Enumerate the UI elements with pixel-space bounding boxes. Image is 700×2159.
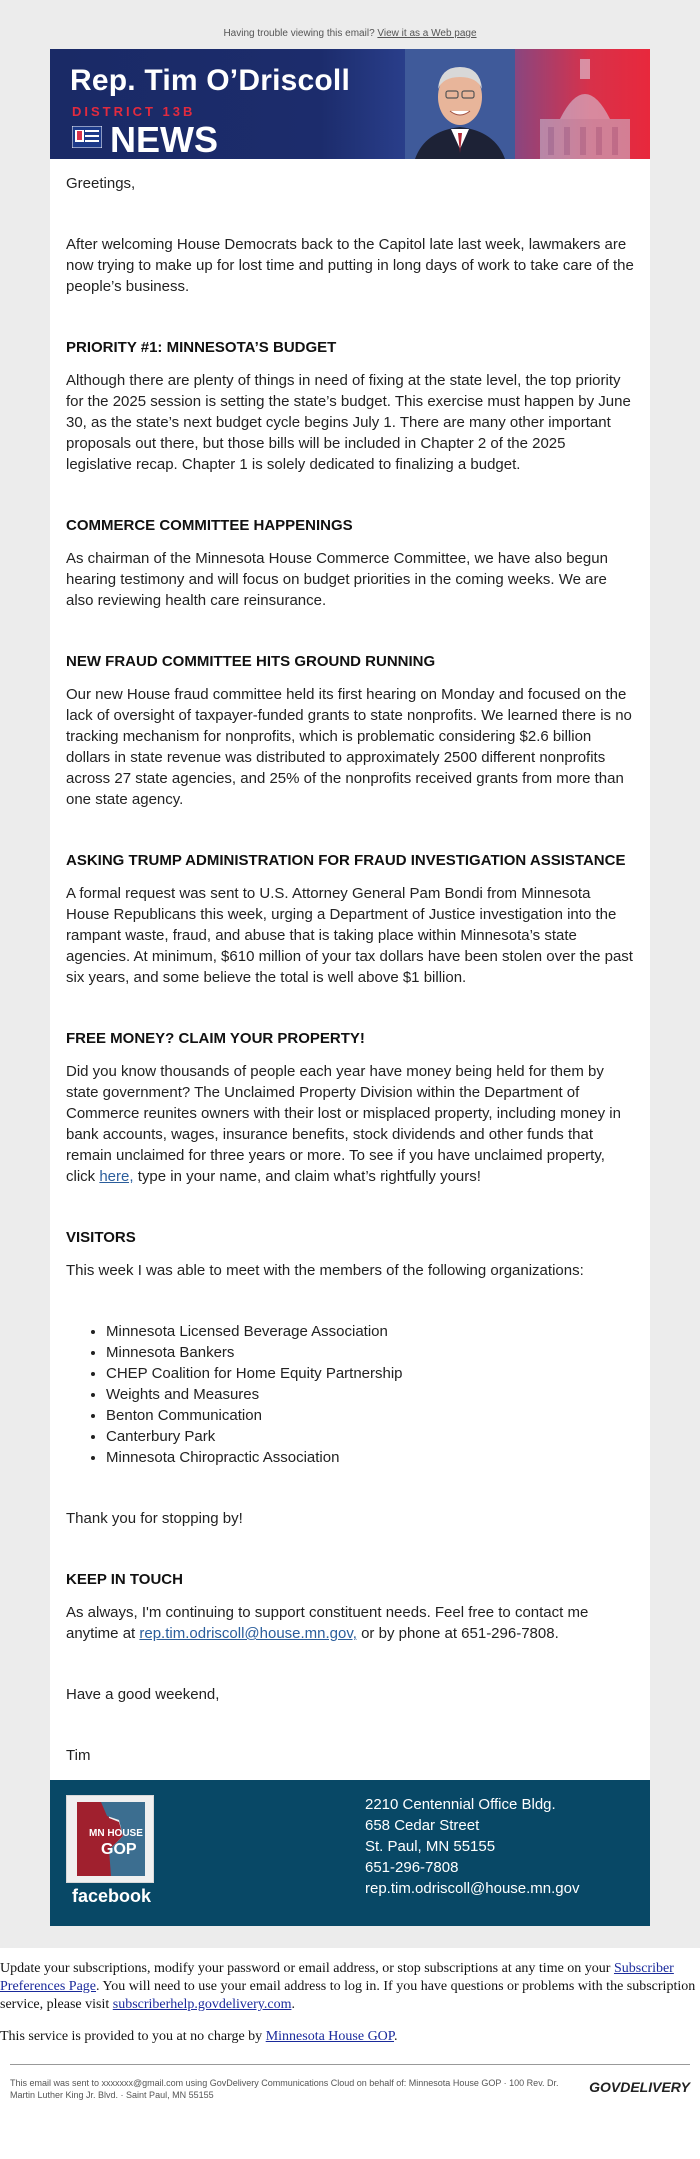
provider-paragraph — [0, 2028, 700, 2046]
greeting: Greetings, — [66, 175, 136, 192]
contact-email-link[interactable]: rep.tim.odriscoll@house.mn.gov, — [139, 1625, 357, 1642]
logo-text-gop: GOP — [101, 1841, 137, 1858]
logo-text-mnhouse: MN HOUSE — [89, 1828, 143, 1839]
intro-paragraph: After welcoming House Democrats back to the Capitol late last week, lawmakers are now trying to make up for lost time and putting in long days of work to take care of the people’s business. — [66, 236, 634, 295]
section-heading-keep-in-touch: KEEP IN TOUCH — [66, 1571, 183, 1588]
unclaimed-property-link[interactable]: here, — [99, 1168, 134, 1185]
subscription-text-after: . You will need to use your email address to log in. If you have questions or problems with the subscription service, please visit — [0, 1979, 696, 2012]
contact-text-before: As always, I'm continuing to support constituent needs. Feel free to contact me anytime at — [66, 1604, 589, 1642]
section-text-visitors: This week I was able to meet with the members of the following organizations: — [66, 1262, 584, 1279]
representative-portrait — [405, 49, 515, 159]
section-heading-trump-admin: ASKING TRUMP ADMINISTRATION FOR FRAUD INVESTIGATION ASSISTANCE — [66, 852, 626, 869]
visitors-list — [66, 1321, 634, 1468]
minnesota-house-gop-link[interactable]: Minnesota House GOP — [265, 2029, 395, 2044]
provider-text: This service is provided to you at no charge by — [0, 2029, 263, 2044]
section-text-budget: Although there are plenty of things in need of fixing at the state level, the top priority for the 2025 session is setting the state’s budget. This exercise must happen by June 30, as the state’s next budget cycle begins July 1. There are many other important proposals out there, but those bills will be included in Chapter 2 of the 2025 legislative recap. Chapter 1 is solely dedicated to finalizing a budget. — [66, 372, 631, 473]
address-line: St. Paul, MN 55155 — [365, 1838, 496, 1855]
trouble-viewing-bar — [0, 28, 700, 39]
legal-footer — [0, 2075, 700, 2113]
subscription-end: . — [291, 1997, 295, 2012]
section-text-keep-in-touch — [66, 1602, 634, 1644]
subscription-text-before: Update your subscriptions, modify your password or email address, or stop subscriptions at any time on your — [0, 1961, 611, 1976]
section-text-commerce: As chairman of the Minnesota House Commerce Committee, we have also begun hearing testimony and will focus on budget priorities in the coming weeks. We are also reviewing health care reinsurance. — [66, 550, 608, 609]
list-item: • Minnesota Chiropractic Association — [106, 1447, 634, 1468]
banner-news: NEWS — [110, 119, 218, 159]
subscription-paragraph — [0, 1960, 700, 2014]
subscriber-preferences-link[interactable]: Subscriber Preferences Page — [0, 1961, 674, 1994]
facebook-link[interactable]: facebook — [72, 1886, 152, 1906]
list-item: • Minnesota Bankers — [106, 1342, 634, 1363]
contact-footer — [50, 1780, 650, 1926]
list-item: • Minnesota Licensed Beverage Association — [106, 1321, 634, 1342]
address-line: 2210 Centennial Office Bldg. — [365, 1796, 556, 1813]
unclaimed-text-before: Did you know thousands of people each year have money being held for them by state government? The Unclaimed Property Division within the Department of Commerce reunites owners with their lost or misplaced property, including money in bank accounts, wages, insurance benefits, stock dividends and other funds that remain unclaimed for three years or more. To see if you have unclaimed property, click — [66, 1063, 621, 1185]
thanks-text: Thank you for stopping by! — [66, 1510, 243, 1527]
address-email[interactable]: rep.tim.odriscoll@house.mn.gov — [365, 1880, 580, 1897]
section-text-trump-admin: A formal request was sent to U.S. Attorney General Pam Bondi from Minnesota House Republicans this week, urging a Department of Justice investigation into the rampant waste, fraud, and abuse that is taking place within Minnesota’s state agencies. At minimum, $610 million of your tax dollars have been stolen over the past six years, and some believe the total is well above $1 billion. — [66, 885, 633, 986]
list-item: • Benton Communication — [106, 1405, 634, 1426]
closing-text: Have a good weekend, — [66, 1686, 220, 1703]
minnesota-flag-icon — [72, 126, 102, 148]
banner-title: Rep. Tim O’Driscoll — [70, 64, 350, 97]
newsletter-body — [50, 159, 650, 1780]
minnesota-map-icon — [67, 1796, 153, 1882]
address-line: 658 Cedar Street — [365, 1817, 480, 1834]
section-text-fraud-committee: Our new House fraud committee held its first hearing on Monday and focused on the lack of oversight of taxpayer-funded grants to state nonprofits. We learned there is no tracking mechanism for nonprofits, which is problematic considering $2.6 billion dollars in state revenue was distributed to approximately 2500 different nonprofits across 27 state agencies, and 25% of the nonprofits received grants from more than one state agency. — [66, 686, 632, 808]
section-heading-fraud-committee: NEW FRAUD COMMITTEE HITS GROUND RUNNING — [66, 653, 436, 670]
newsletter-banner — [50, 49, 650, 159]
contact-text-after: or by phone at 651-296-7808. — [361, 1625, 559, 1642]
section-heading-visitors: VISITORS — [66, 1229, 136, 1246]
subscription-info — [0, 1948, 700, 2046]
list-item: • CHEP Coalition for Home Equity Partnership — [106, 1363, 634, 1384]
divider — [10, 2064, 690, 2065]
legal-text: This email was sent to xxxxxxx@gmail.com using GovDelivery Communications Cloud on behalf of: Minnesota House GOP · 100 Rev. Dr. Martin Luther King Jr. Blvd. · Saint Paul, MN 55155 — [10, 2078, 559, 2100]
contact-address — [365, 1794, 579, 1899]
mn-house-gop-logo[interactable] — [66, 1795, 154, 1883]
signature: Tim — [66, 1747, 91, 1764]
section-heading-unclaimed-property: FREE MONEY? CLAIM YOUR PROPERTY! — [66, 1030, 365, 1047]
unclaimed-text-after: type in your name, and claim what’s rightfully yours! — [137, 1168, 481, 1185]
list-item: • Canterbury Park — [106, 1426, 634, 1447]
address-phone: 651-296-7808 — [365, 1859, 459, 1876]
banner-district: DISTRICT 13B — [72, 104, 196, 119]
email-container — [50, 49, 650, 1926]
trouble-text: Having trouble viewing this email? — [223, 28, 375, 39]
provider-end: . — [394, 2029, 398, 2044]
section-heading-budget: PRIORITY #1: MINNESOTA’S BUDGET — [66, 339, 337, 356]
govdelivery-logo[interactable]: GOVDELIVERY — [589, 2079, 690, 2095]
subscriber-help-link[interactable]: subscriberhelp.govdelivery.com — [112, 1997, 292, 2012]
view-as-web-page-link[interactable]: View it as a Web page — [377, 28, 477, 39]
capitol-building-image — [520, 49, 650, 159]
section-heading-commerce: COMMERCE COMMITTEE HAPPENINGS — [66, 517, 353, 534]
list-item: • Weights and Measures — [106, 1384, 634, 1405]
section-text-unclaimed-property — [66, 1061, 634, 1187]
